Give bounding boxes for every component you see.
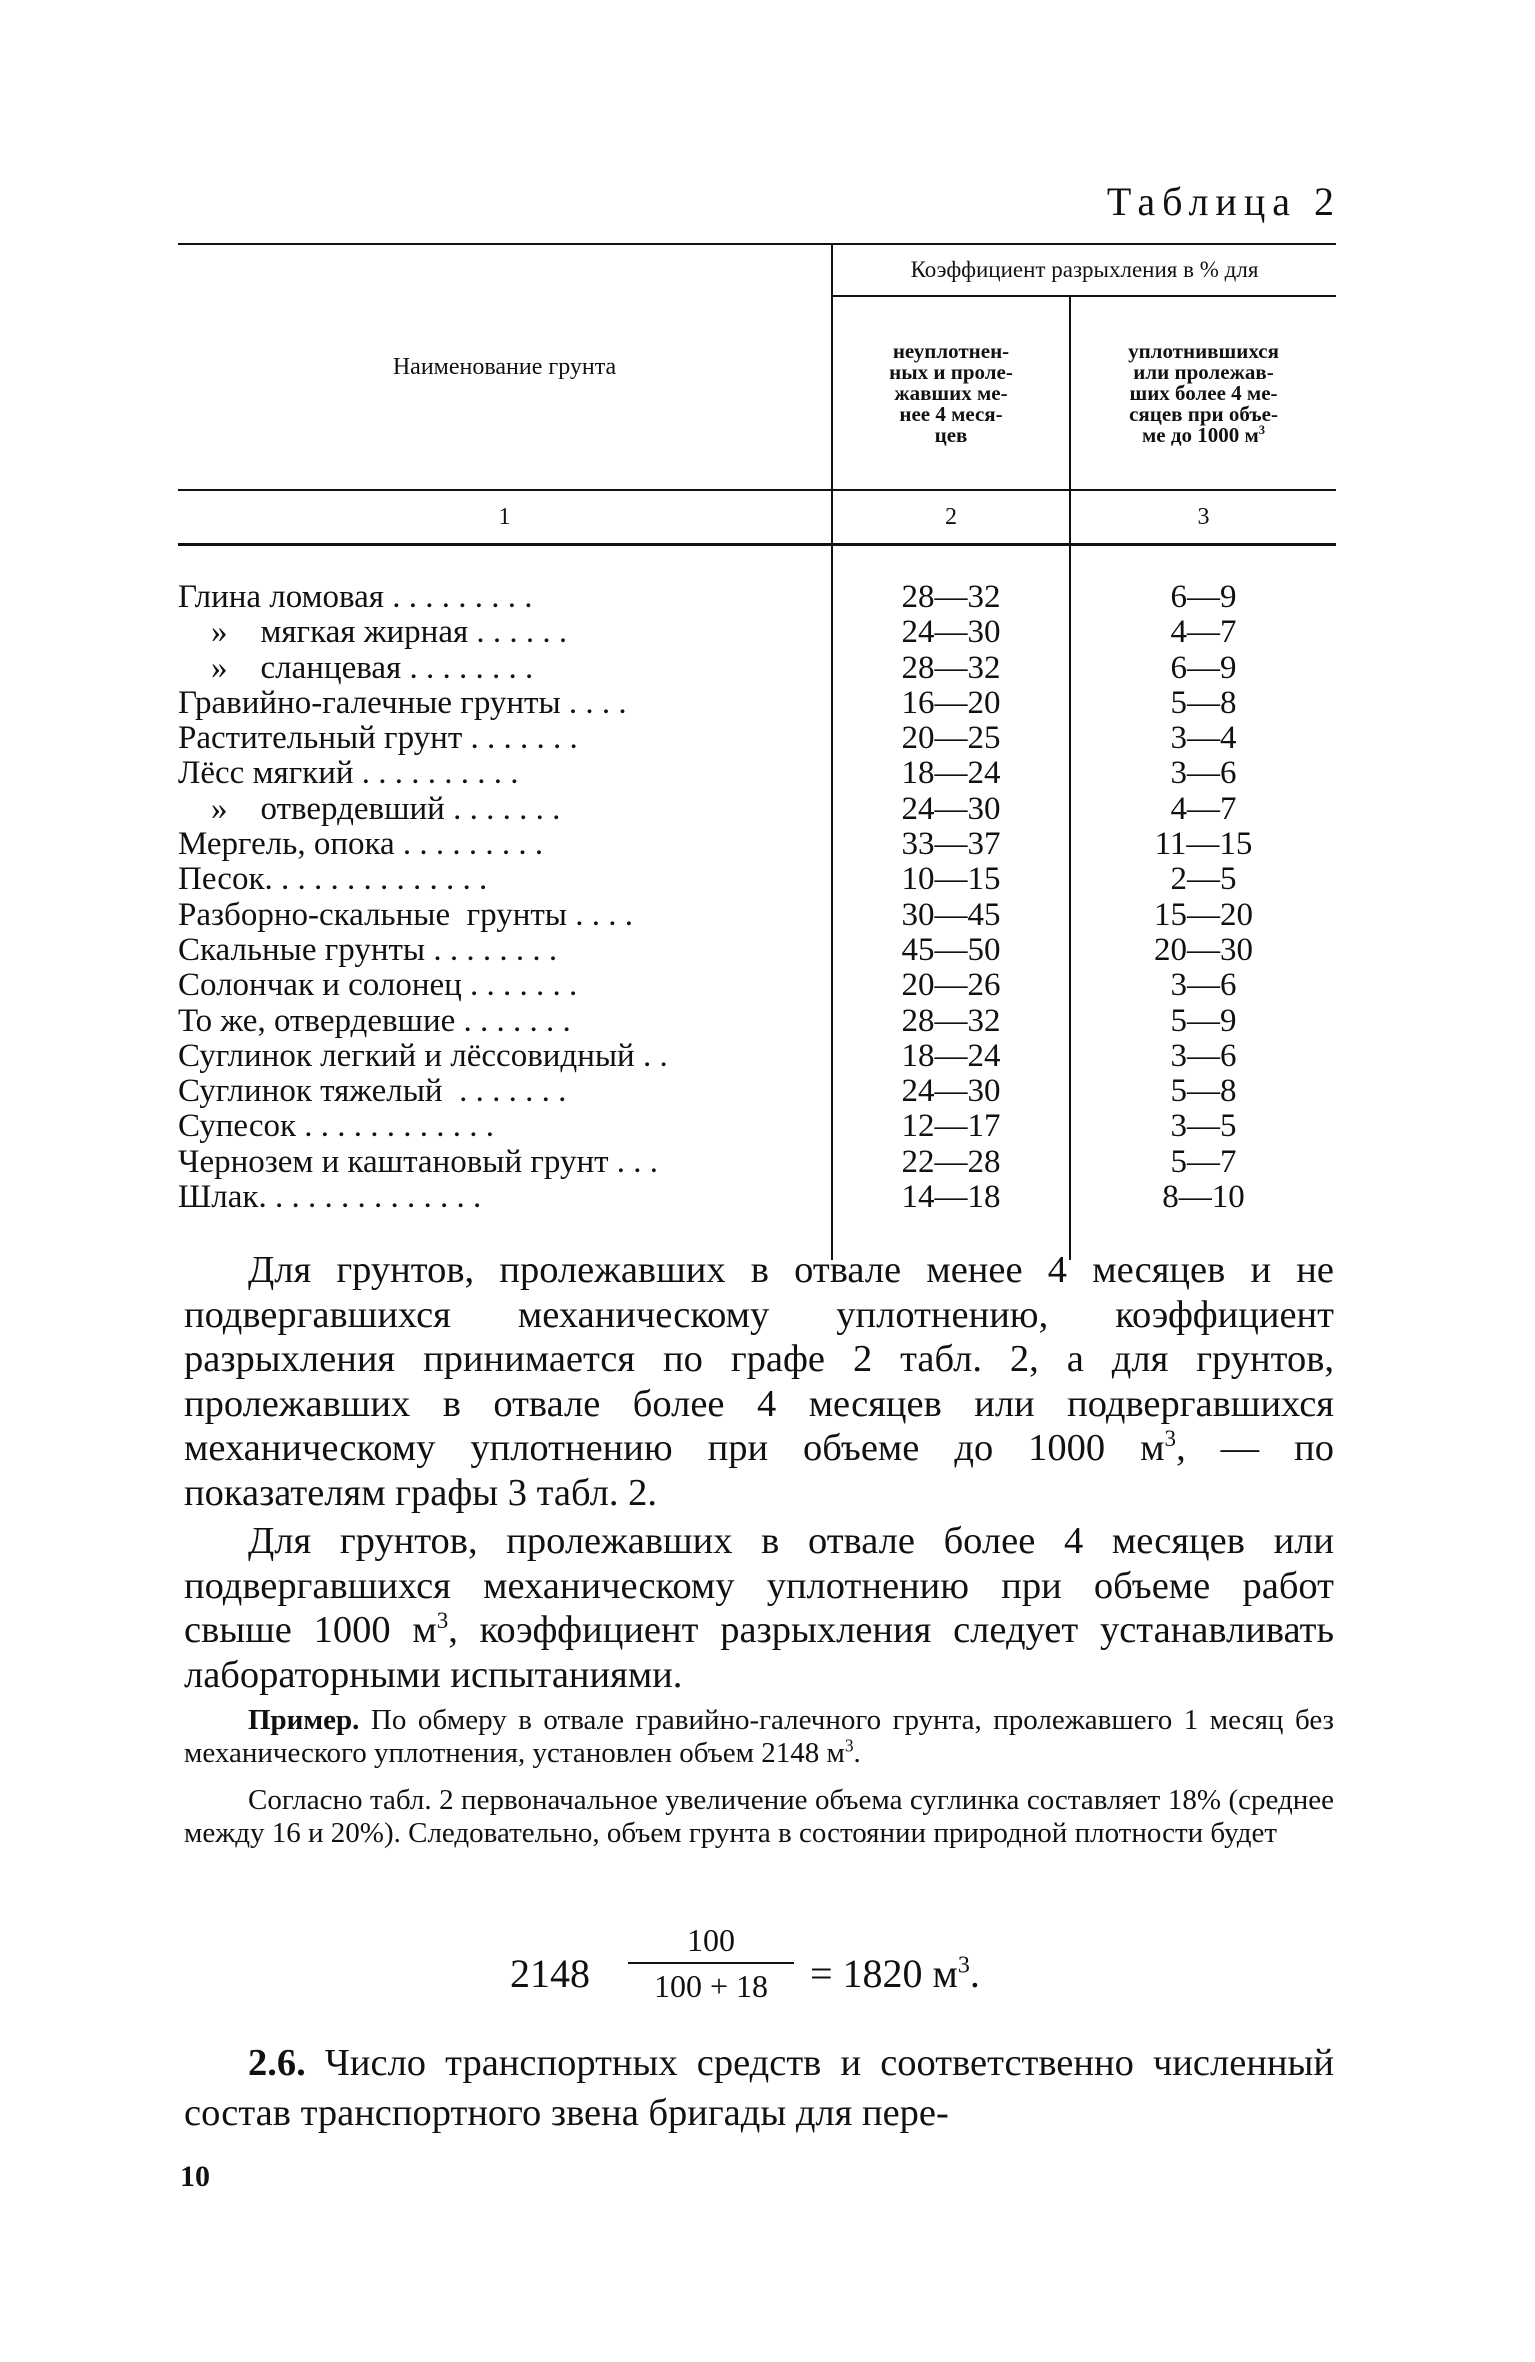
group-header: Коэффициент разрыхления в % для — [832, 244, 1336, 296]
coef-fresh: 12—17 — [832, 1109, 1070, 1144]
coef-fresh: 33—37 — [832, 827, 1070, 862]
table-row — [178, 827, 1336, 862]
coef-compacted: 4—7 — [1070, 615, 1336, 650]
header-line: сяцев при объе- — [1129, 401, 1278, 426]
header-line: нее 4 меся- — [899, 401, 1003, 426]
soil-name: Растительный грунт . . . . . . . — [178, 721, 578, 757]
coef-compacted: 15—20 — [1070, 898, 1336, 933]
table-body — [178, 580, 1336, 1215]
formula-denominator: 100 + 18 — [653, 1968, 769, 2004]
coef-fresh: 24—30 — [832, 792, 1070, 827]
soil-name: Скальные грунты . . . . . . . . — [178, 932, 558, 968]
soil-name: » сланцевая . . . . . . . . — [178, 650, 534, 686]
loosening-coefficient-table — [178, 243, 1336, 1260]
col3-header-text — [1128, 339, 1279, 447]
section-number: 2.6. — [248, 2042, 306, 2084]
table-row — [178, 1039, 1336, 1074]
soil-name: Чернозем и каштановый грунт . . . — [178, 1144, 659, 1180]
coef-compacted: 5—9 — [1070, 1004, 1336, 1039]
coef-compacted: 6—9 — [1070, 580, 1336, 615]
table-row — [178, 1074, 1336, 1109]
table-row — [178, 651, 1336, 686]
table-row — [178, 898, 1336, 933]
coef-compacted: 3—6 — [1070, 756, 1336, 791]
header-line: уплотнившихся — [1128, 338, 1279, 363]
example-paragraph — [184, 1704, 1334, 1770]
paragraph: Для грунтов, пролежавших в отвале более 4 месяцев или подвергавшихся механическому уплотнению при объеме работ свыше 1000 $м^3$, коэффициент разрыхления следует устанавливать лабораторными испытаниями. — [184, 1520, 1335, 1696]
coef-fresh: 28—32 — [832, 651, 1070, 686]
col3-header — [1070, 296, 1336, 490]
coef-fresh: 14—18 — [832, 1180, 1070, 1215]
col1-header: Наименование грунта — [178, 244, 832, 490]
coef-compacted: 3—5 — [1070, 1109, 1336, 1144]
coef-compacted: 3—6 — [1070, 1039, 1336, 1074]
example-block — [184, 1704, 1334, 1864]
table-row — [178, 1109, 1336, 1144]
table-row — [178, 968, 1336, 1003]
soil-name: Супесок . . . . . . . . . . . . — [178, 1109, 494, 1145]
formula-lhs: 2148 — [510, 1951, 590, 1996]
table-row — [178, 1145, 1336, 1180]
superscript: 3 — [844, 1735, 854, 1756]
table-row — [178, 792, 1336, 827]
example-continuation: Согласно табл. 2 первоначальное увеличение объема суглинка составляет 18% (среднее между 16 и 20%). Следовательно, объем грунта в состоянии природной плотности будет — [184, 1784, 1334, 1849]
column-number-row — [178, 490, 1336, 545]
superscript: 3 — [957, 1952, 970, 1979]
soil-name: Суглинок тяжелый . . . . . . . — [178, 1074, 567, 1110]
soil-name: » мягкая жирная . . . . . . — [178, 615, 568, 651]
formula-numerator: 100 — [628, 1920, 794, 1964]
example-body: По обмеру в отвале гравийно-галечного грунта, пролежавшего 1 месяц без механического уплотнения, установлен объем 2148 $м^3$. — [184, 1704, 1334, 1769]
table-row — [178, 756, 1336, 791]
soil-name: Песок. . . . . . . . . . . . . . — [178, 862, 488, 898]
paragraph: Для грунтов, пролежавших в отвале менее 4 месяцев и не подвергавшихся механическому уплотнению, коэффициент разрыхления принимается по графе 2 табл. 2, а для грунтов, пролежавших в отвале более 4 месяцев или подвергавшихся механическому уплотнению при объеме до 1000 $м^3$, — по показателям графы 3 табл. 2. — [184, 1249, 1334, 1514]
header-line: ме до 1000 $м^3$ — [1141, 422, 1266, 447]
coef-compacted: 20—30 — [1070, 933, 1336, 968]
header-line: ших более 4 ме- — [1129, 380, 1278, 405]
superscript: 3 — [436, 1607, 449, 1634]
table-row — [178, 933, 1336, 968]
coef-fresh: 20—26 — [832, 968, 1070, 1003]
coef-fresh: 18—24 — [832, 1039, 1070, 1074]
table-row — [178, 1180, 1336, 1215]
coef-fresh: 18—24 — [832, 756, 1070, 791]
coef-compacted: 5—7 — [1070, 1145, 1336, 1180]
section-paragraph — [184, 2038, 1334, 2138]
col-number: 3 — [1070, 490, 1336, 545]
coef-compacted: 3—6 — [1070, 968, 1336, 1003]
body-text — [184, 1248, 1334, 1697]
table-row — [178, 721, 1336, 756]
coef-fresh: 24—30 — [832, 1074, 1070, 1109]
soil-name: То же, отвердевшие . . . . . . . — [178, 1003, 571, 1039]
coef-compacted: 3—4 — [1070, 721, 1336, 756]
formula-rhs: = 1820 $м^3$. — [810, 1951, 980, 1996]
coef-fresh: 30—45 — [832, 898, 1070, 933]
formula — [510, 1920, 1070, 2030]
table-row — [178, 580, 1336, 615]
soil-name: Мергель, опока . . . . . . . . . — [178, 827, 544, 863]
table-caption: Таблица 2 — [1106, 179, 1341, 224]
soil-name: » отвердевший . . . . . . . — [178, 791, 561, 827]
coef-compacted: 5—8 — [1070, 1074, 1336, 1109]
section-text: Число транспортных средств и соответственно численный состав транспортного звена бригады для пере- — [184, 2042, 1335, 2134]
superscript: 3 — [1258, 422, 1266, 437]
coef-fresh: 22—28 — [832, 1145, 1070, 1180]
coef-compacted: 5—8 — [1070, 686, 1336, 721]
superscript: 3 — [1164, 1425, 1177, 1452]
coef-fresh: 28—32 — [832, 580, 1070, 615]
coef-compacted: 8—10 — [1070, 1180, 1336, 1215]
coef-compacted: 4—7 — [1070, 792, 1336, 827]
coef-compacted: 11—15 — [1070, 827, 1336, 862]
formula-fraction — [628, 1920, 794, 2008]
coef-fresh: 24—30 — [832, 615, 1070, 650]
soil-name: Шлак. . . . . . . . . . . . . . — [178, 1180, 482, 1216]
table-row — [178, 686, 1336, 721]
col2-header-text — [889, 339, 1013, 447]
soil-name: Гравийно-галечные грунты . . . . — [178, 685, 627, 721]
header-line: жавших ме- — [894, 380, 1008, 405]
table-row — [178, 862, 1336, 897]
soil-name: Лёсс мягкий . . . . . . . . . . — [178, 756, 519, 792]
col-number: 1 — [178, 490, 832, 545]
table-row — [178, 615, 1336, 650]
coef-fresh: 16—20 — [832, 686, 1070, 721]
header-line: или пролежав- — [1133, 359, 1274, 384]
example-label: Пример. — [248, 1704, 360, 1736]
page-number: 10 — [180, 2160, 210, 2193]
header-line: ных и проле- — [889, 359, 1013, 384]
header-line: цев — [934, 422, 968, 447]
header-line: неуплотнен- — [892, 338, 1010, 363]
coef-fresh: 45—50 — [832, 933, 1070, 968]
col2-header — [832, 296, 1070, 490]
soil-name: Глина ломовая . . . . . . . . . — [178, 580, 533, 615]
coef-fresh: 28—32 — [832, 1004, 1070, 1039]
coef-compacted: 6—9 — [1070, 651, 1336, 686]
coef-fresh: 20—25 — [832, 721, 1070, 756]
soil-name: Суглинок легкий и лёссовидный . . — [178, 1038, 668, 1074]
soil-name: Солончак и солонец . . . . . . . — [178, 968, 578, 1004]
coef-compacted: 2—5 — [1070, 862, 1336, 897]
coef-fresh: 10—15 — [832, 862, 1070, 897]
col-number: 2 — [832, 490, 1070, 545]
soil-name: Разборно-скальные грунты . . . . — [178, 897, 633, 933]
table-row — [178, 1004, 1336, 1039]
